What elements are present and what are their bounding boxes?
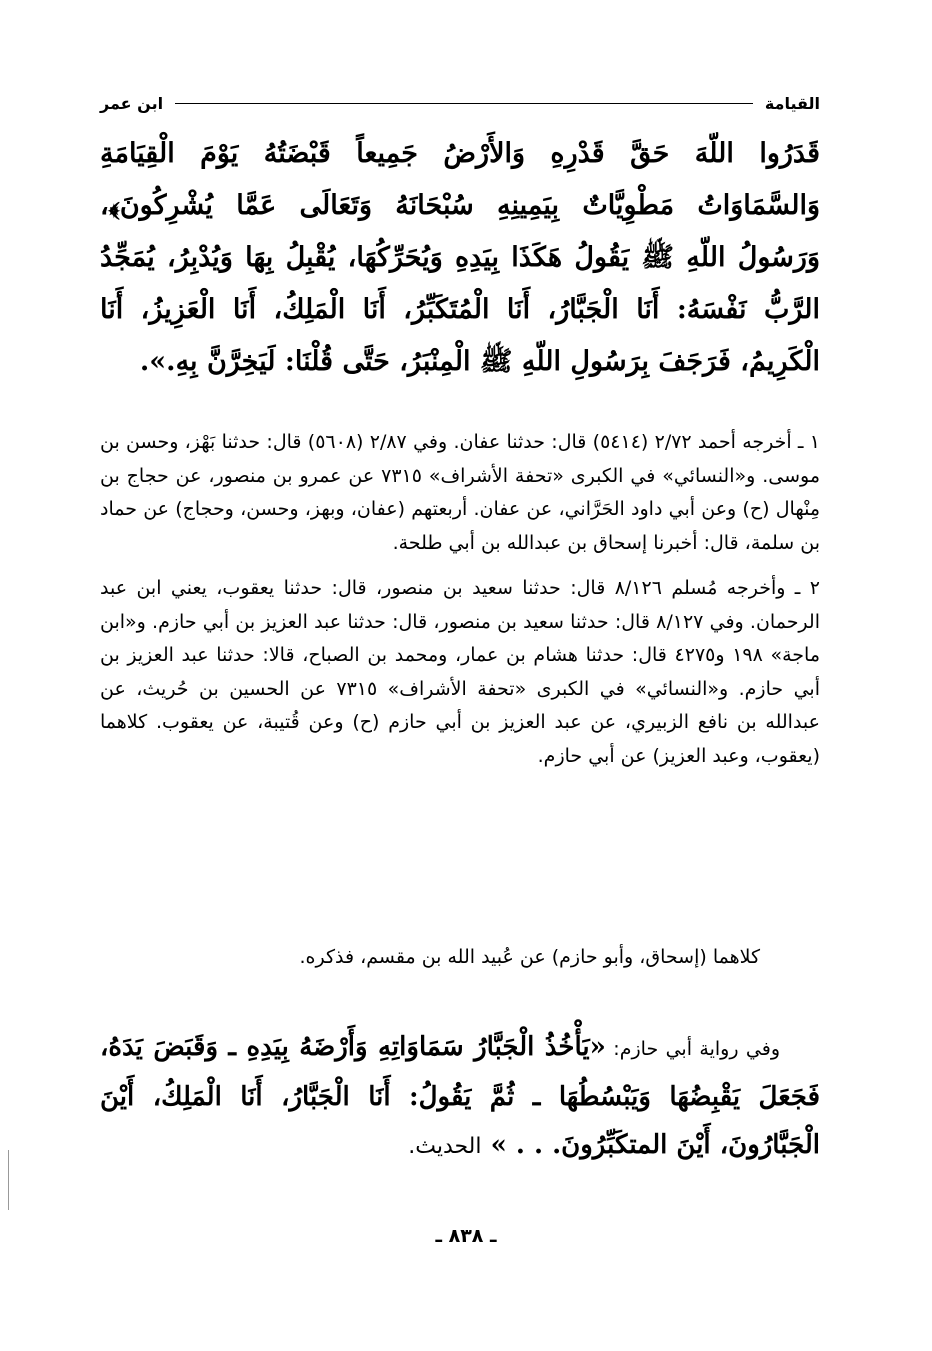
variant-tail: الحديث. bbox=[408, 1134, 482, 1159]
page-number: ـ ٨٣٨ ـ bbox=[435, 1225, 497, 1247]
footnotes bbox=[100, 426, 820, 785]
header-rule bbox=[175, 103, 753, 104]
chain-summary-text: كلاهما (إسحاق، وأبو حازم) عن عُبيد الله بن مقسم، فذكره. bbox=[299, 946, 760, 968]
running-header bbox=[100, 92, 820, 114]
footnote-1: ١ ـ أخرجه أحمد ٢/٧٢ (٥٤١٤) قال: حدثنا عفان. وفي ٢/٨٧ (٥٦٠٨) قال: حدثنا بَهْز، وحسن بن موسى. و«النسائي» في الكبرى «تحفة الأشراف» ٧٣١٥ عن عمرو بن منصور، عن حجاج بن مِنْهال (ح) وعن أبي داود الحَرَّاني، عن عفان. أربعتهم (عفان، وبهز، وحسن، وحجاج) عن حماد بن سلمة، قال: أخبرنا إسحاق بن عبدالله بن أبي طلحة. bbox=[100, 431, 821, 554]
hadith-text: قَدَرُوا اللّهَ حَقَّ قَدْرِهِ وَالأَرْضُ جَمِيعاً قَبْضَتُهُ يَوْمَ الْقِيَامَةِ وَالسَّمَاوَاتُ مَطْوِيَّاتٌ بِيَمِينِهِ سُبْحَانَهُ وَتَعَالَى عَمَّا يُشْرِكُونَ﴾، وَرَسُولُ اللّهِ ﷺ يَقُولُ هَكَذَا بِيَدِهِ وَيُحَرِّكُهَا، يُقْبِلُ بِهَا وَيُدْبِرُ، يُمَجِّدُ الرَّبُّ نَفْسَهُ: أَنَا الْجَبَّارُ، أَنَا الْمُتَكَبِّرُ، أَنَا الْمَلِكُ، أَنَا الْعَزِيزُ، أَنَا الْكَرِيمُ، فَرَجَفَ بِرَسُولِ اللّهِ ﷺ الْمِنْبَرُ، حَتَّى قُلْنَا: لَيَخِرَّنَّ بِهِ.». bbox=[100, 138, 820, 377]
chain-summary bbox=[100, 940, 820, 974]
variant-narration bbox=[100, 1023, 820, 1171]
chapter-title: القيامة bbox=[764, 93, 820, 113]
footnote-2: ٢ ـ وأخرجه مُسلم ٨/١٢٦ قال: حدثنا سعيد بن منصور، قال: حدثنا يعقوب، يعني ابن عبد الرحمان. وفي ٨/١٢٧ قال: حدثنا سعيد بن منصور، قال: حدثنا عبد العزيز بن أبي حازم. و«ابن ماجة» ١٩٨ و٤٢٧٥ قال: حدثنا هشام بن عمار، ومحمد بن الصباح، قالا: حدثنا عبد العزيز بن أبي حازم. و«النسائي» في الكبرى «تحفة الأشراف» ٧٣١٥ عن الحسين بن حُريث، عن عبدالله بن نافع الزبيري، عن عبد العزيز بن أبي حازم (ح) وعن قُتيبة، عن يعقوب. كلاهما (يعقوب، وعبد العزيز) عن أبي حازم. bbox=[100, 577, 821, 767]
variant-intro: وفي رواية أبي حازم: bbox=[605, 1038, 781, 1060]
margin-mark bbox=[8, 1150, 9, 1210]
narrator-name: ابن عمر bbox=[100, 93, 164, 113]
variant-quote: «يَأْخُذُ الْجَبَّارُ سَمَاوَاتِهِ وَأَرْضَهُ بِيَدِهِ ـ وَقَبَضَ يَدَهُ، فَجَعَلَ يَقْبِضُهَا وَيَبْسُطُهَا ـ ثُمَّ يَقُولُ: أَنَا الْجَبَّارُ، أَنَا الْمَلِكُ، أَيْنَ الْجَبَّارُونَ، أَيْنَ المتكَبِّرُونَ. . . » bbox=[100, 1032, 820, 1160]
